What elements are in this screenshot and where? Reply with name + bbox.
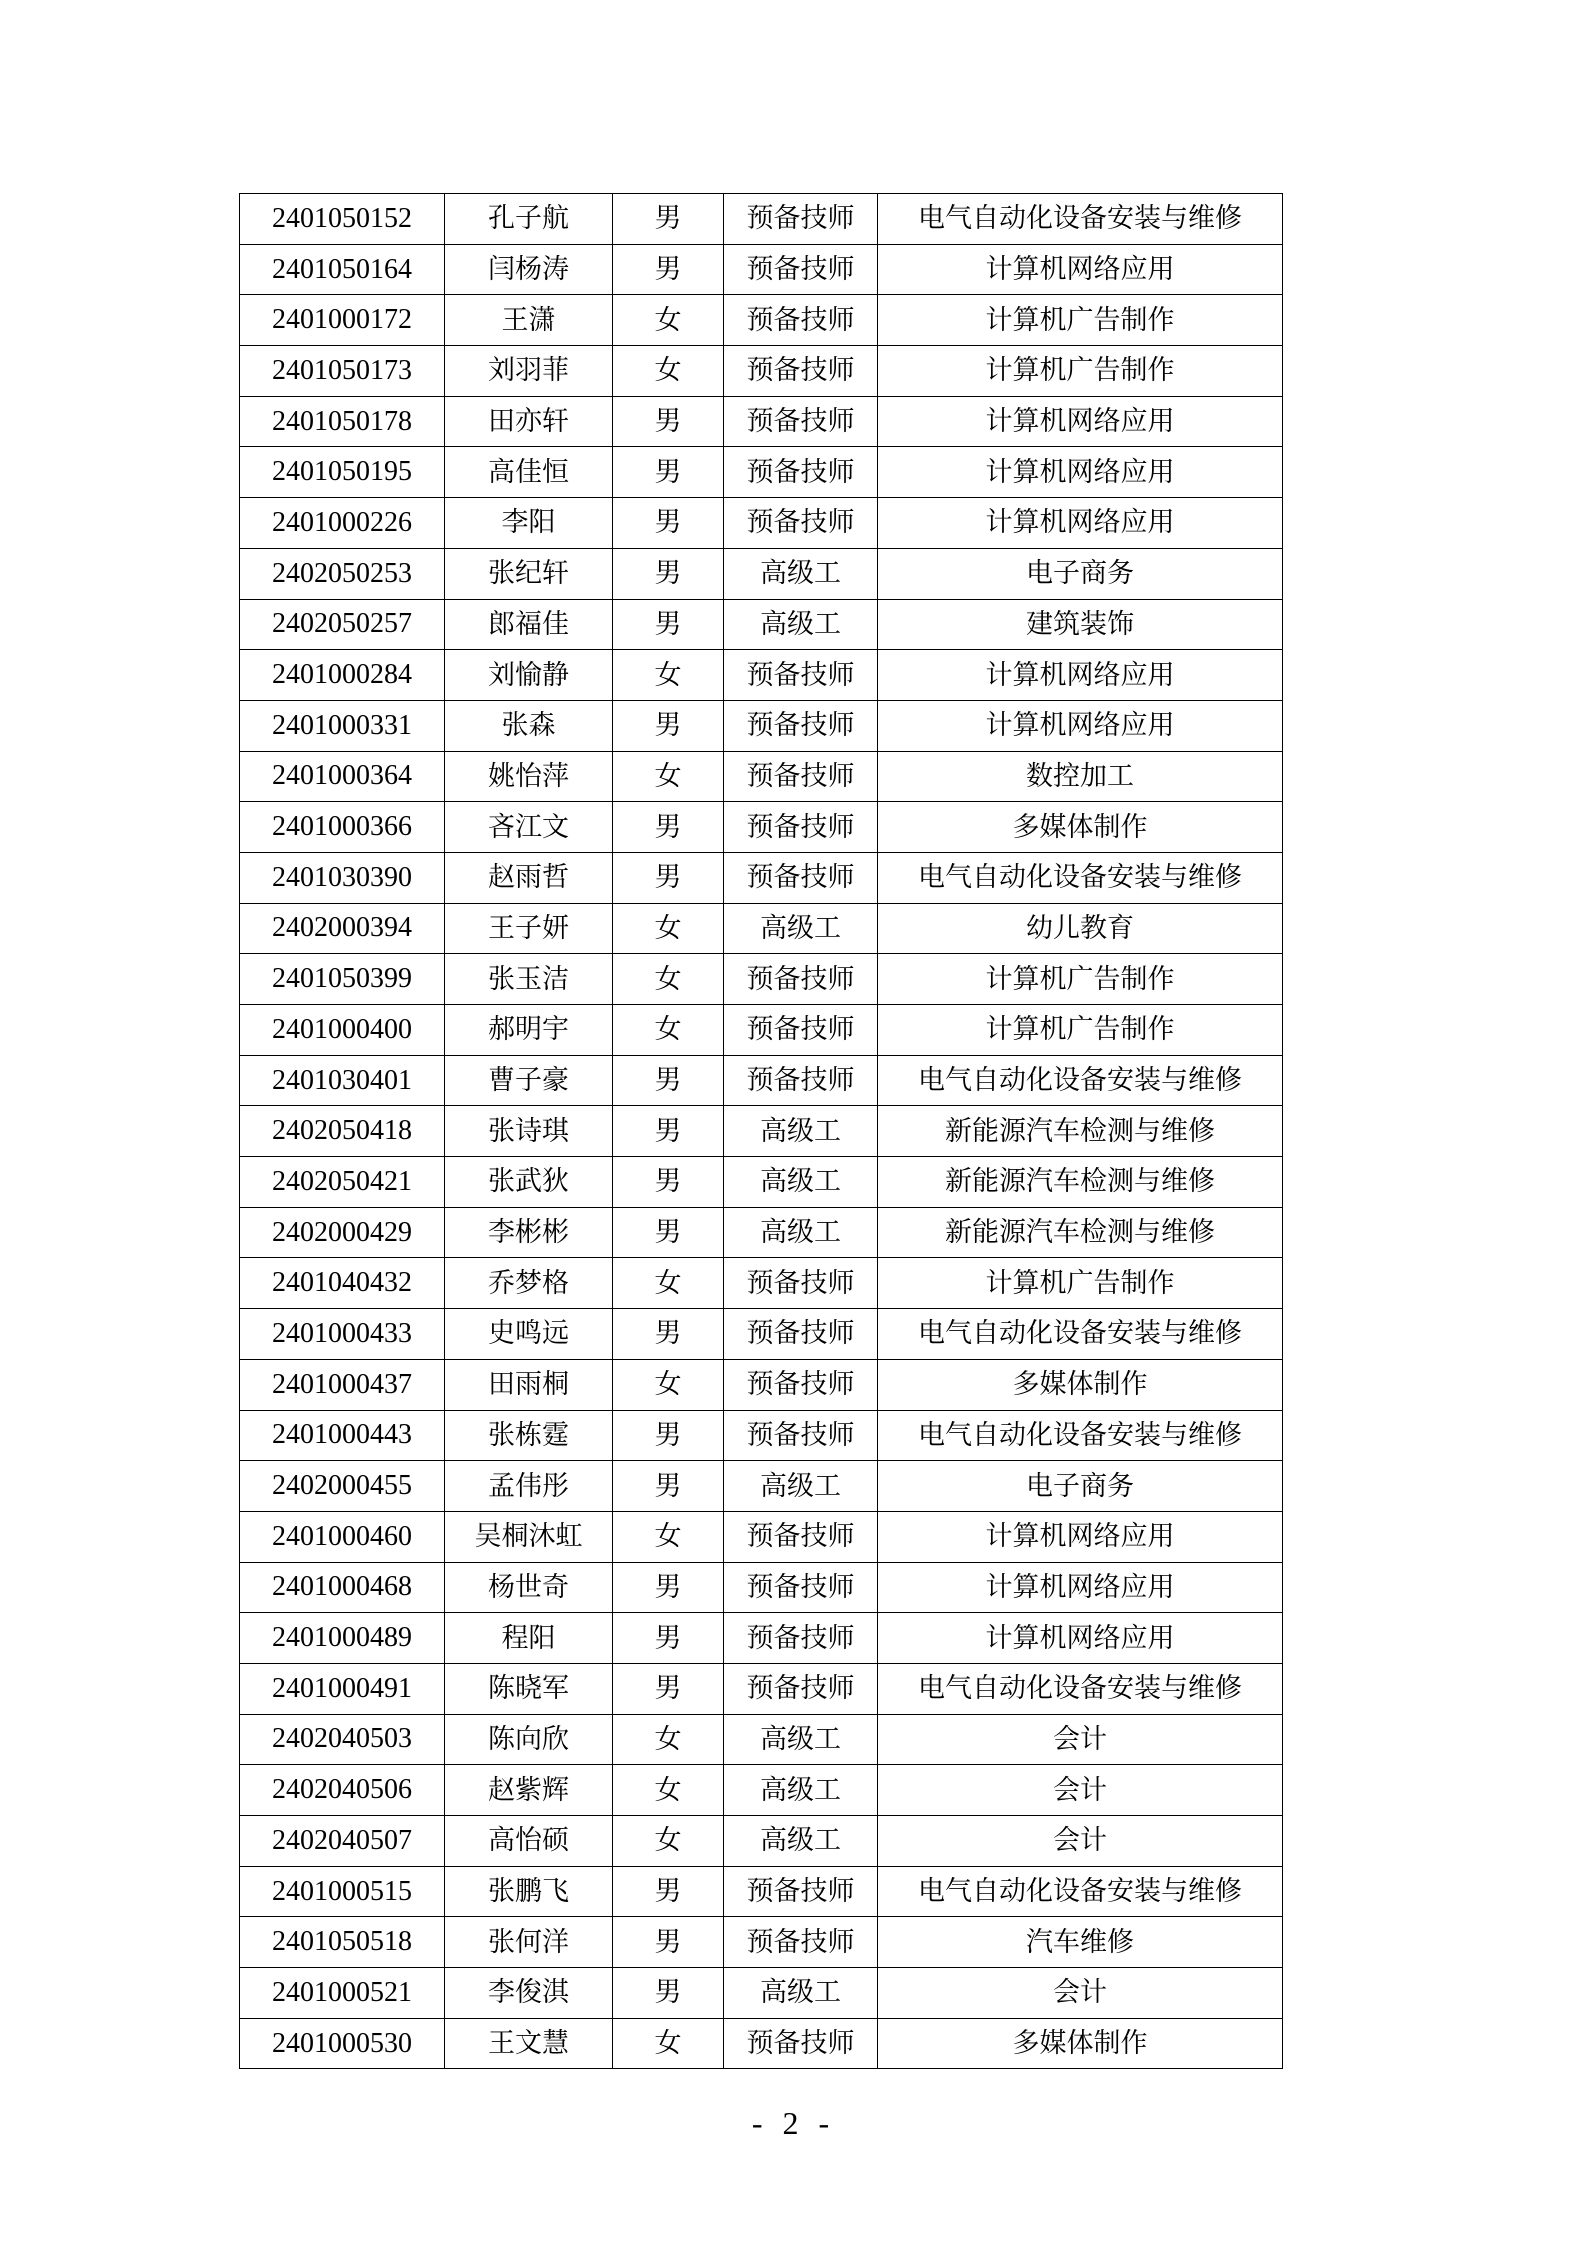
student-name-cell: 杨世奇 [445,1562,613,1613]
major-cell: 建筑装饰 [878,599,1283,650]
table-row [240,1917,1283,1968]
skill-level-cell: 预备技师 [724,1410,878,1461]
student-id-cell: 2402050257 [240,599,445,650]
skill-level-cell: 预备技师 [724,650,878,701]
gender-cell: 男 [613,1663,724,1714]
student-id-cell: 2401000172 [240,295,445,346]
student-name-cell: 孔子航 [445,194,613,245]
student-name-cell: 李阳 [445,498,613,549]
student-name-cell: 高怡硕 [445,1816,613,1867]
table-row [240,396,1283,447]
skill-level-cell: 预备技师 [724,1866,878,1917]
skill-level-cell: 预备技师 [724,1309,878,1360]
student-name-cell: 陈向欣 [445,1714,613,1765]
student-name-cell: 李彬彬 [445,1207,613,1258]
student-name-cell: 张武狄 [445,1157,613,1208]
table-row [240,1765,1283,1816]
major-cell: 计算机网络应用 [878,1613,1283,1664]
student-id-cell: 2401050399 [240,954,445,1005]
student-name-cell: 田雨桐 [445,1359,613,1410]
table-row [240,1005,1283,1056]
student-name-cell: 孟伟彤 [445,1461,613,1512]
student-name-cell: 王潇 [445,295,613,346]
skill-level-cell: 预备技师 [724,1562,878,1613]
student-id-cell: 2401050164 [240,244,445,295]
skill-level-cell: 高级工 [724,1207,878,1258]
gender-cell: 女 [613,650,724,701]
major-cell: 计算机广告制作 [878,954,1283,1005]
skill-level-cell: 预备技师 [724,1005,878,1056]
major-cell: 电气自动化设备安装与维修 [878,852,1283,903]
skill-level-cell: 预备技师 [724,194,878,245]
student-name-cell: 刘羽菲 [445,346,613,397]
skill-level-cell: 预备技师 [724,751,878,802]
gender-cell: 男 [613,396,724,447]
table-row [240,1461,1283,1512]
skill-level-cell: 高级工 [724,1714,878,1765]
gender-cell: 女 [613,1258,724,1309]
table-row [240,1816,1283,1867]
table-row [240,548,1283,599]
gender-cell: 男 [613,1917,724,1968]
student-id-cell: 2401030401 [240,1055,445,1106]
student-name-cell: 曹子豪 [445,1055,613,1106]
major-cell: 新能源汽车检测与维修 [878,1157,1283,1208]
student-name-cell: 张诗琪 [445,1106,613,1157]
major-cell: 会计 [878,1968,1283,2019]
major-cell: 电气自动化设备安装与维修 [878,1055,1283,1106]
gender-cell: 男 [613,548,724,599]
major-cell: 计算机网络应用 [878,498,1283,549]
table-row [240,1511,1283,1562]
gender-cell: 男 [613,1157,724,1208]
gender-cell: 男 [613,1106,724,1157]
major-cell: 电气自动化设备安装与维修 [878,1309,1283,1360]
skill-level-cell: 高级工 [724,1968,878,2019]
student-id-cell: 2401000284 [240,650,445,701]
gender-cell: 男 [613,599,724,650]
gender-cell: 男 [613,1055,724,1106]
skill-level-cell: 预备技师 [724,1055,878,1106]
skill-level-cell: 预备技师 [724,852,878,903]
student-id-cell: 2402050418 [240,1106,445,1157]
student-name-cell: 程阳 [445,1613,613,1664]
gender-cell: 男 [613,802,724,853]
student-name-cell: 赵雨哲 [445,852,613,903]
table-row [240,1562,1283,1613]
table-row [240,1207,1283,1258]
table-row [240,1309,1283,1360]
student-name-cell: 王子妍 [445,903,613,954]
gender-cell: 女 [613,1511,724,1562]
table-row [240,194,1283,245]
major-cell: 数控加工 [878,751,1283,802]
skill-level-cell: 高级工 [724,1157,878,1208]
gender-cell: 女 [613,1359,724,1410]
skill-level-cell: 高级工 [724,1106,878,1157]
gender-cell: 女 [613,751,724,802]
skill-level-cell: 高级工 [724,1461,878,1512]
student-name-cell: 陈晓军 [445,1663,613,1714]
student-id-cell: 2401000400 [240,1005,445,1056]
student-name-cell: 赵紫辉 [445,1765,613,1816]
skill-level-cell: 预备技师 [724,1613,878,1664]
student-id-cell: 2402050421 [240,1157,445,1208]
table-row [240,1106,1283,1157]
major-cell: 计算机广告制作 [878,1005,1283,1056]
student-id-cell: 2401000468 [240,1562,445,1613]
table-row [240,903,1283,954]
table-row [240,1613,1283,1664]
gender-cell: 男 [613,1968,724,2019]
major-cell: 多媒体制作 [878,2018,1283,2069]
student-name-cell: 张森 [445,700,613,751]
major-cell: 电气自动化设备安装与维修 [878,1410,1283,1461]
table-row [240,346,1283,397]
major-cell: 电子商务 [878,548,1283,599]
major-cell: 会计 [878,1714,1283,1765]
student-id-cell: 2402000394 [240,903,445,954]
student-id-cell: 2401050518 [240,1917,445,1968]
skill-level-cell: 预备技师 [724,1917,878,1968]
gender-cell: 男 [613,1410,724,1461]
student-id-cell: 2401030390 [240,852,445,903]
gender-cell: 女 [613,1714,724,1765]
student-name-cell: 张栋霆 [445,1410,613,1461]
major-cell: 计算机网络应用 [878,447,1283,498]
table-row [240,1359,1283,1410]
table-row [240,447,1283,498]
major-cell: 新能源汽车检测与维修 [878,1207,1283,1258]
gender-cell: 女 [613,2018,724,2069]
table-row [240,802,1283,853]
student-name-cell: 姚怡萍 [445,751,613,802]
gender-cell: 女 [613,295,724,346]
gender-cell: 女 [613,1816,724,1867]
major-cell: 电气自动化设备安装与维修 [878,1663,1283,1714]
major-cell: 计算机广告制作 [878,1258,1283,1309]
table-row [240,1866,1283,1917]
gender-cell: 男 [613,447,724,498]
student-id-cell: 2401000331 [240,700,445,751]
table-row [240,2018,1283,2069]
student-name-cell: 田亦轩 [445,396,613,447]
table-row [240,498,1283,549]
gender-cell: 男 [613,244,724,295]
major-cell: 多媒体制作 [878,802,1283,853]
student-id-cell: 2401000433 [240,1309,445,1360]
student-name-cell: 乔梦格 [445,1258,613,1309]
major-cell: 计算机网络应用 [878,1511,1283,1562]
table-row [240,650,1283,701]
gender-cell: 男 [613,852,724,903]
student-name-cell: 张鹏飞 [445,1866,613,1917]
student-name-cell: 张玉洁 [445,954,613,1005]
major-cell: 计算机网络应用 [878,1562,1283,1613]
major-cell: 计算机网络应用 [878,396,1283,447]
table-row [240,1157,1283,1208]
student-name-cell: 闫杨涛 [445,244,613,295]
student-name-cell: 刘愉静 [445,650,613,701]
student-name-cell: 李俊淇 [445,1968,613,2019]
skill-level-cell: 高级工 [724,599,878,650]
major-cell: 会计 [878,1765,1283,1816]
skill-level-cell: 预备技师 [724,1663,878,1714]
skill-level-cell: 预备技师 [724,1359,878,1410]
major-cell: 幼儿教育 [878,903,1283,954]
skill-level-cell: 高级工 [724,903,878,954]
student-id-cell: 2401000460 [240,1511,445,1562]
student-id-cell: 2401000364 [240,751,445,802]
student-name-cell: 吝江文 [445,802,613,853]
gender-cell: 男 [613,1207,724,1258]
student-id-cell: 2401000530 [240,2018,445,2069]
major-cell: 电气自动化设备安装与维修 [878,1866,1283,1917]
gender-cell: 男 [613,1562,724,1613]
major-cell: 会计 [878,1816,1283,1867]
major-cell: 计算机网络应用 [878,244,1283,295]
table-row [240,1055,1283,1106]
student-table [239,193,1283,2069]
skill-level-cell: 高级工 [724,1816,878,1867]
student-id-cell: 2401050152 [240,194,445,245]
student-id-cell: 2401000437 [240,1359,445,1410]
table-row [240,700,1283,751]
major-cell: 电子商务 [878,1461,1283,1512]
skill-level-cell: 预备技师 [724,295,878,346]
table-row [240,852,1283,903]
major-cell: 计算机网络应用 [878,650,1283,701]
student-id-cell: 2401000443 [240,1410,445,1461]
skill-level-cell: 高级工 [724,548,878,599]
table-row [240,1968,1283,2019]
gender-cell: 男 [613,700,724,751]
student-id-cell: 2401000366 [240,802,445,853]
gender-cell: 女 [613,954,724,1005]
major-cell: 计算机网络应用 [878,700,1283,751]
gender-cell: 男 [613,498,724,549]
student-id-cell: 2402040503 [240,1714,445,1765]
student-id-cell: 2401050178 [240,396,445,447]
table-row [240,244,1283,295]
table-row [240,1410,1283,1461]
skill-level-cell: 预备技师 [724,802,878,853]
table-row [240,954,1283,1005]
student-id-cell: 2402000429 [240,1207,445,1258]
gender-cell: 女 [613,346,724,397]
table-row [240,295,1283,346]
skill-level-cell: 高级工 [724,1765,878,1816]
student-id-cell: 2401050173 [240,346,445,397]
skill-level-cell: 预备技师 [724,2018,878,2069]
table-row [240,599,1283,650]
student-id-cell: 2402000455 [240,1461,445,1512]
page-number: - 2 - [751,2105,836,2141]
gender-cell: 男 [613,194,724,245]
gender-cell: 男 [613,1309,724,1360]
student-id-cell: 2402050253 [240,548,445,599]
major-cell: 多媒体制作 [878,1359,1283,1410]
student-id-cell: 2401040432 [240,1258,445,1309]
skill-level-cell: 预备技师 [724,1258,878,1309]
major-cell: 计算机广告制作 [878,346,1283,397]
gender-cell: 女 [613,903,724,954]
major-cell: 计算机广告制作 [878,295,1283,346]
student-id-cell: 2401000489 [240,1613,445,1664]
table-row [240,751,1283,802]
gender-cell: 男 [613,1866,724,1917]
student-table-body [240,194,1283,2069]
student-id-cell: 2402040507 [240,1816,445,1867]
student-name-cell: 高佳恒 [445,447,613,498]
skill-level-cell: 预备技师 [724,1511,878,1562]
gender-cell: 女 [613,1005,724,1056]
skill-level-cell: 预备技师 [724,447,878,498]
student-name-cell: 王文慧 [445,2018,613,2069]
major-cell: 新能源汽车检测与维修 [878,1106,1283,1157]
skill-level-cell: 预备技师 [724,700,878,751]
table-row [240,1258,1283,1309]
student-name-cell: 张纪轩 [445,548,613,599]
student-name-cell: 张何洋 [445,1917,613,1968]
skill-level-cell: 预备技师 [724,346,878,397]
student-name-cell: 郎福佳 [445,599,613,650]
student-id-cell: 2401000226 [240,498,445,549]
major-cell: 汽车维修 [878,1917,1283,1968]
gender-cell: 男 [613,1461,724,1512]
gender-cell: 男 [613,1613,724,1664]
skill-level-cell: 预备技师 [724,954,878,1005]
major-cell: 电气自动化设备安装与维修 [878,194,1283,245]
student-id-cell: 2401050195 [240,447,445,498]
student-id-cell: 2401000515 [240,1866,445,1917]
student-name-cell: 吴桐沐虹 [445,1511,613,1562]
student-id-cell: 2402040506 [240,1765,445,1816]
student-name-cell: 郝明宇 [445,1005,613,1056]
table-row [240,1663,1283,1714]
skill-level-cell: 预备技师 [724,396,878,447]
gender-cell: 女 [613,1765,724,1816]
student-name-cell: 史鸣远 [445,1309,613,1360]
skill-level-cell: 预备技师 [724,244,878,295]
student-id-cell: 2401000491 [240,1663,445,1714]
skill-level-cell: 预备技师 [724,498,878,549]
table-row [240,1714,1283,1765]
student-id-cell: 2401000521 [240,1968,445,2019]
